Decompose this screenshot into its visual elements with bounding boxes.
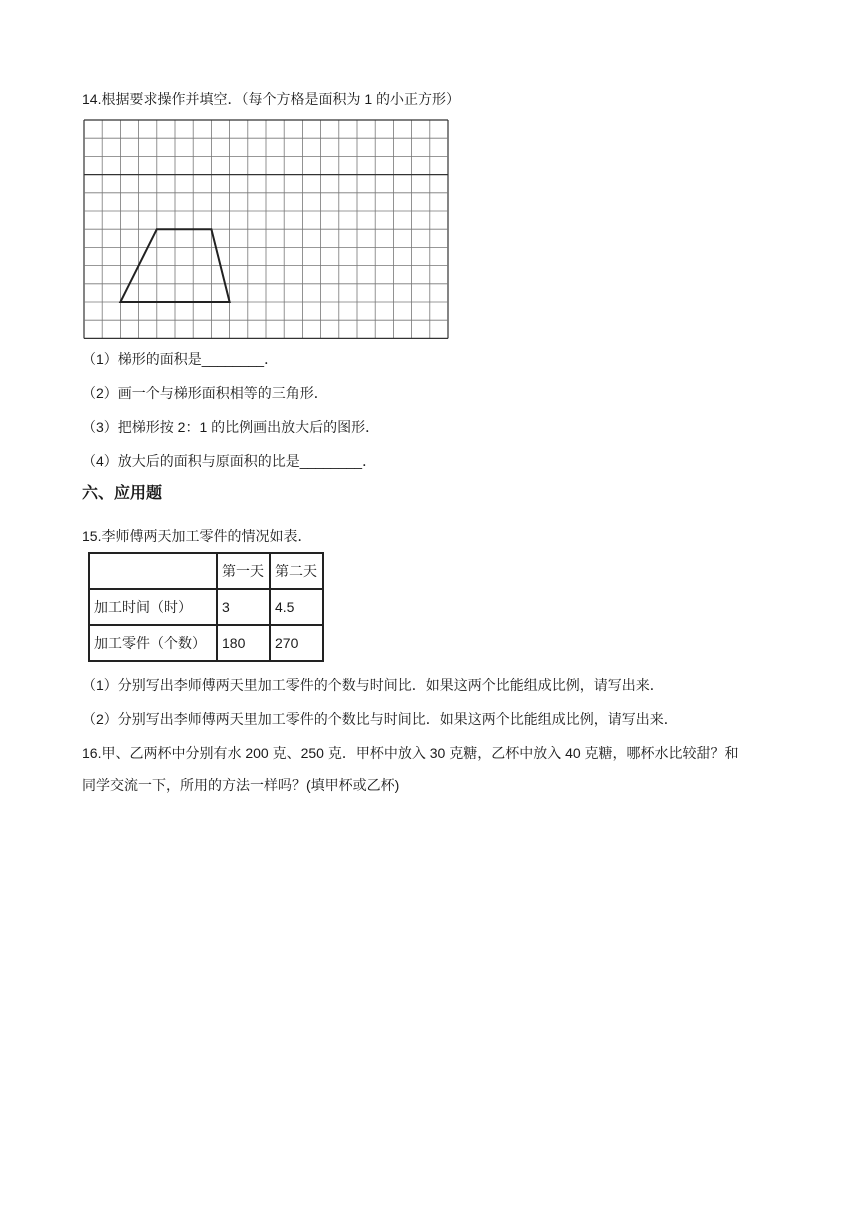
grid-lines: [84, 120, 448, 338]
q16-line-1: 16.甲、乙两杯中分别有水 200 克、250 克．甲杯中放入 30 克糖，乙杯中放入 40 克糖，哪杯水比较甜？和: [82, 745, 739, 761]
q15-item-1: （1）分别写出李师傅两天里加工零件的个数与时间比．如果这两个比能组成比例，请写出来．: [82, 677, 664, 693]
table-cell: 4.5: [270, 589, 323, 625]
table-header-row: [89, 553, 323, 589]
table-cell: 3: [217, 589, 270, 625]
table-cell: 180: [217, 625, 270, 661]
grid-diagram: [83, 119, 451, 339]
q15-title: 15.李师傅两天加工零件的情况如表．: [82, 528, 312, 544]
q14-item-3: （3）把梯形按 2：1 的比例画出放大后的图形．: [82, 419, 380, 435]
table-row: [89, 589, 323, 625]
q16-line-2: 同学交流一下，所用的方法一样吗？(填甲杯或乙杯): [82, 777, 400, 793]
q14-item-4: （4）放大后的面积与原面积的比是________．: [82, 453, 377, 469]
data-table: [88, 552, 324, 662]
table-header-cell: 第一天: [217, 553, 270, 589]
table-header-cell: [89, 553, 217, 589]
q15-item-2: （2）分别写出李师傅两天里加工零件的个数比与时间比．如果这两个比能组成比例，请写出来．: [82, 711, 678, 727]
table-row: [89, 625, 323, 661]
section-heading: 六、应用题: [82, 485, 163, 502]
q14-title: 14.根据要求操作并填空．（每个方格是面积为 1 的小正方形）: [82, 91, 461, 107]
q14-item-1: （1）梯形的面积是________．: [82, 351, 279, 367]
table-header-cell: 第二天: [270, 553, 323, 589]
table-cell: 270: [270, 625, 323, 661]
q14-item-2: （2）画一个与梯形面积相等的三角形．: [82, 385, 328, 401]
table-cell: 加工零件（个数）: [89, 625, 217, 661]
table-cell: 加工时间（时）: [89, 589, 217, 625]
